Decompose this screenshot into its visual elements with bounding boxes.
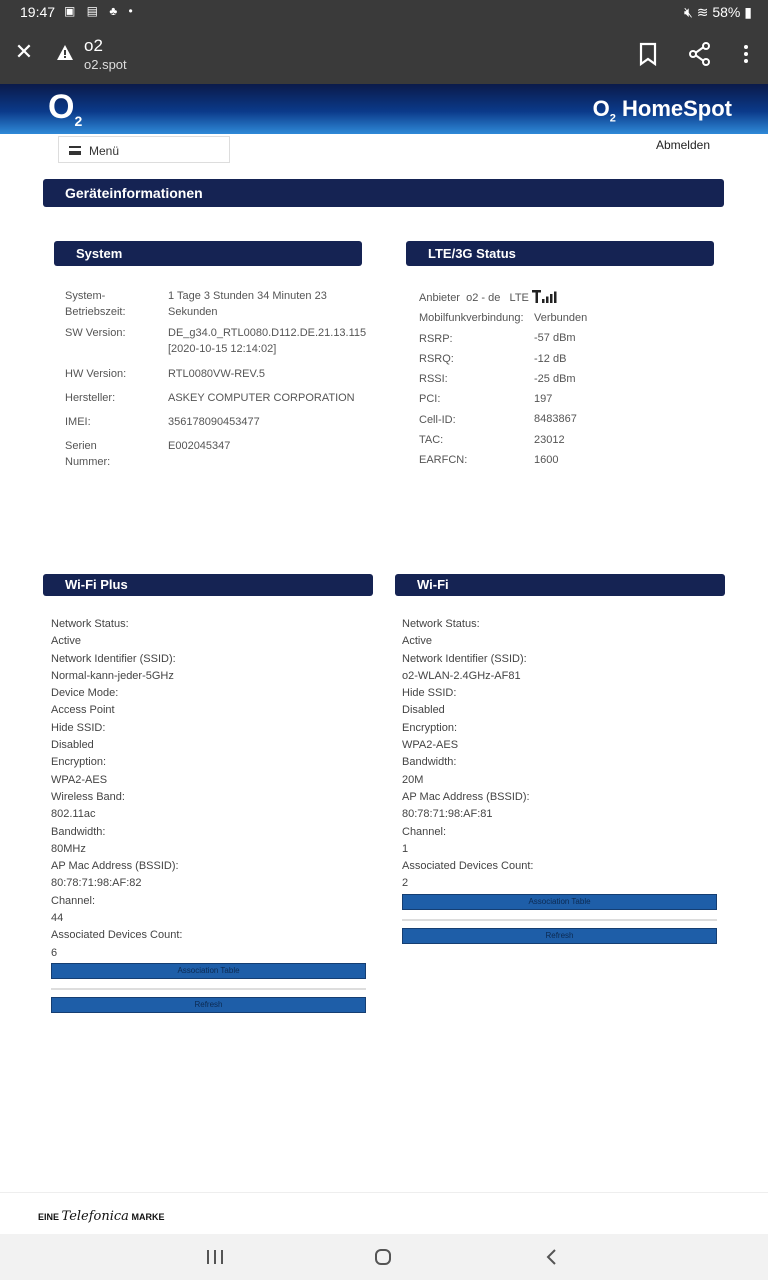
menu-button[interactable] [58, 136, 230, 163]
site-header [0, 84, 768, 134]
page-url: o2.spot [84, 57, 127, 72]
wifi-association-table-button[interactable]: Association Table [402, 894, 717, 910]
device-info-title: Geräteinformationen [43, 179, 724, 207]
recent-apps-icon[interactable] [204, 1248, 226, 1266]
more-options-icon[interactable] [732, 40, 760, 68]
status-bar [0, 0, 768, 26]
warning-icon[interactable] [56, 44, 74, 62]
browser-toolbar [0, 26, 768, 84]
wifi-plus-refresh-button[interactable]: Refresh [51, 997, 366, 1013]
wifi-details: Network Status: Active Network Identifier (SSID): o2-WLAN-2.4GHz-AF81 Hide SSID: Disabled Encryption: WPA2-AES Bandwidth: 20M AP Mac Address (BSSID): 80:78:71:98:AF:81 Channel: 1 Associated Devices Count: 2 [402, 618, 534, 890]
lte-labels: Anbieter o2 - de LTE Mobilfunkverbindung: RSRP: RSRQ: RSSI: PCI: Cell-ID: TAC: EARFCN: [419, 288, 558, 471]
logout-link[interactable]: Abmelden [655, 138, 710, 152]
homespot-brand: $O_2$ HomeSpot [592, 96, 732, 125]
wifi-title: Wi-Fi [395, 574, 725, 596]
system-labels: System- Betriebszeit: SW Version: HW Version: Hersteller: IMEI: Serien Nummer: [65, 290, 127, 468]
signal-bars-icon [532, 290, 558, 303]
page-title: o2 [84, 36, 103, 55]
system-values: 1 Tage 3 Stunden 34 Minuten 23 Sekunden DE_g34.0_RTL0080.D112.DE.21.13.115 [2020-10-15 12:14:02] RTL0080VW-REV.5 ASKEY COMPUTER CORPORATION 356178090453477 E002045347 [168, 290, 367, 452]
wifi-plus-title: Wi-Fi Plus [43, 574, 373, 596]
battery-icon: ▮ [744, 4, 752, 20]
divider [402, 919, 717, 921]
footer [0, 1192, 768, 1234]
lte-network-type: LTE [509, 292, 529, 304]
lte-values: Verbunden -57 dBm -12 dB -25 dBm 197 8483867 23012 1600 [534, 312, 588, 467]
divider [51, 988, 366, 990]
wifi-plus-details: Network Status: Active Network Identifier (SSID): Normal-kann-jeder-5GHz Device Mode: Access Point Hide SSID: Disabled Encryption: WPA2-AES Wireless Band: 802.11ac Bandwidth: 80MHz AP Mac Address (BSSID): 80:78:71:98:AF:82 Channel: 44 Associated Devices Count: 6 [51, 618, 183, 959]
status-right [684, 4, 752, 21]
lte-provider: o2 - de [466, 292, 501, 304]
telefonica-brand-logo: EINE Telefonica MARKE [38, 1209, 165, 1224]
battery-level: 58% [712, 4, 741, 20]
android-nav-bar [0, 1234, 768, 1280]
lte-title: LTE/3G Status [406, 241, 714, 266]
wifi-plus-association-table-button[interactable]: Association Table [51, 963, 366, 979]
share-icon[interactable] [686, 40, 714, 68]
back-icon[interactable] [542, 1247, 562, 1267]
mute-icon: 🔇︎ [684, 4, 693, 20]
notification-icons: ▣ ▤ ♣ • [64, 4, 137, 18]
bookmark-icon[interactable] [634, 40, 662, 68]
wifi-refresh-button[interactable]: Refresh [402, 928, 717, 944]
menu-label: Menü [89, 144, 120, 158]
wifi-icon: ≋ [696, 4, 709, 20]
home-icon[interactable] [373, 1247, 393, 1267]
close-icon[interactable]: ✕ [14, 39, 34, 64]
system-title: System [54, 241, 362, 266]
o2-logo[interactable]: $O_2$ [48, 88, 83, 129]
clock: 19:47 [20, 4, 56, 20]
hamburger-icon [69, 146, 81, 155]
